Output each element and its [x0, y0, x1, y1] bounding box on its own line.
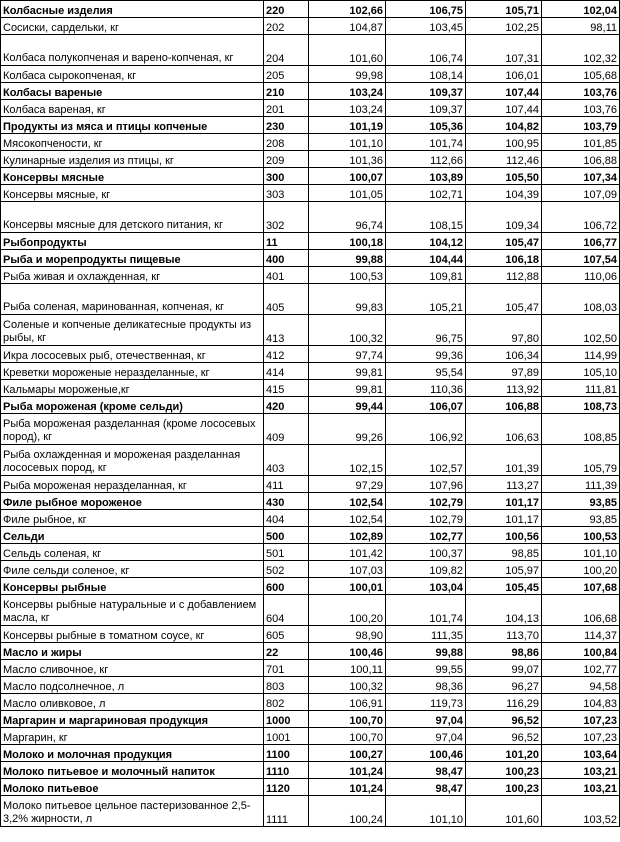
- product-name-cell: Колбаса полукопченая и варено-копченая, кг: [1, 35, 264, 66]
- index-value-cell: 106,63: [466, 414, 542, 445]
- product-code-cell: 1001: [264, 728, 309, 745]
- index-value-cell: 100,20: [309, 595, 386, 626]
- product-name-cell: Филе сельди соленое, кг: [1, 561, 264, 578]
- product-code-cell: 209: [264, 151, 309, 168]
- index-value-cell: 105,36: [386, 117, 466, 134]
- index-value-cell: 112,66: [386, 151, 466, 168]
- index-value-cell: 96,27: [466, 677, 542, 694]
- index-value-cell: 100,84: [542, 643, 620, 660]
- index-value-cell: 104,87: [309, 18, 386, 35]
- table-row: [1, 267, 620, 284]
- index-value-cell: 101,17: [466, 510, 542, 527]
- index-value-cell: 94,58: [542, 677, 620, 694]
- index-value-cell: 101,60: [309, 35, 386, 66]
- product-name-cell: Молоко питьевое и молочный напиток: [1, 762, 264, 779]
- product-code-cell: 404: [264, 510, 309, 527]
- table-row: [1, 728, 620, 745]
- index-value-cell: 104,82: [466, 117, 542, 134]
- index-value-cell: 110,06: [542, 267, 620, 284]
- index-value-cell: 107,34: [542, 168, 620, 185]
- table-row: [1, 100, 620, 117]
- index-value-cell: 101,24: [309, 779, 386, 796]
- index-value-cell: 103,52: [542, 796, 620, 827]
- index-value-cell: 103,76: [542, 100, 620, 117]
- index-value-cell: 108,03: [542, 284, 620, 315]
- index-value-cell: 100,07: [309, 168, 386, 185]
- index-value-cell: 102,77: [542, 660, 620, 677]
- index-value-cell: 107,54: [542, 250, 620, 267]
- table-row: [1, 527, 620, 544]
- index-value-cell: 102,57: [386, 445, 466, 476]
- index-value-cell: 99,81: [309, 363, 386, 380]
- product-code-cell: 802: [264, 694, 309, 711]
- index-value-cell: 111,35: [386, 626, 466, 643]
- index-value-cell: 101,20: [466, 745, 542, 762]
- index-value-cell: 99,88: [309, 250, 386, 267]
- product-name-cell: Колбаса вареная, кг: [1, 100, 264, 117]
- index-value-cell: 106,77: [542, 233, 620, 250]
- index-value-cell: 101,05: [309, 185, 386, 202]
- index-value-cell: 106,68: [542, 595, 620, 626]
- index-value-cell: 106,88: [466, 397, 542, 414]
- index-value-cell: 97,89: [466, 363, 542, 380]
- table-row: [1, 117, 620, 134]
- table-row: [1, 397, 620, 414]
- index-value-cell: 101,74: [386, 134, 466, 151]
- index-value-cell: 93,85: [542, 510, 620, 527]
- index-value-cell: 111,81: [542, 380, 620, 397]
- index-value-cell: 109,34: [466, 202, 542, 233]
- product-code-cell: 210: [264, 83, 309, 100]
- index-value-cell: 100,46: [309, 643, 386, 660]
- table-row: [1, 677, 620, 694]
- index-value-cell: 97,80: [466, 315, 542, 346]
- table-row: [1, 595, 620, 626]
- table-row: [1, 168, 620, 185]
- product-code-cell: 600: [264, 578, 309, 595]
- index-value-cell: 112,88: [466, 267, 542, 284]
- product-code-cell: 300: [264, 168, 309, 185]
- index-value-cell: 107,23: [542, 711, 620, 728]
- index-value-cell: 102,89: [309, 527, 386, 544]
- product-code-cell: 202: [264, 18, 309, 35]
- product-name-cell: Масло оливковое, л: [1, 694, 264, 711]
- table-row: [1, 660, 620, 677]
- index-value-cell: 105,21: [386, 284, 466, 315]
- product-code-cell: 401: [264, 267, 309, 284]
- table-row: [1, 284, 620, 315]
- table-row: [1, 745, 620, 762]
- index-value-cell: 114,37: [542, 626, 620, 643]
- product-name-cell: Икра лососевых рыб, отечественная, кг: [1, 346, 264, 363]
- table-row: [1, 445, 620, 476]
- product-code-cell: 420: [264, 397, 309, 414]
- product-name-cell: Консервы мясные для детского питания, кг: [1, 202, 264, 233]
- index-value-cell: 107,23: [542, 728, 620, 745]
- index-value-cell: 103,64: [542, 745, 620, 762]
- product-code-cell: 220: [264, 1, 309, 18]
- index-value-cell: 103,21: [542, 779, 620, 796]
- table-row: [1, 762, 620, 779]
- product-name-cell: Соленые и копченые деликатесные продукты из рыбы, кг: [1, 315, 264, 346]
- index-value-cell: 104,13: [466, 595, 542, 626]
- index-value-cell: 104,83: [542, 694, 620, 711]
- index-value-cell: 108,85: [542, 414, 620, 445]
- index-value-cell: 105,97: [466, 561, 542, 578]
- index-value-cell: 100,70: [309, 711, 386, 728]
- index-value-cell: 102,50: [542, 315, 620, 346]
- product-code-cell: 230: [264, 117, 309, 134]
- table-row: [1, 578, 620, 595]
- table-row: [1, 643, 620, 660]
- table-row: [1, 493, 620, 510]
- product-name-cell: Сосиски, сардельки, кг: [1, 18, 264, 35]
- index-value-cell: 105,50: [466, 168, 542, 185]
- product-code-cell: 430: [264, 493, 309, 510]
- index-value-cell: 99,81: [309, 380, 386, 397]
- index-value-cell: 97,04: [386, 728, 466, 745]
- index-value-cell: 100,56: [466, 527, 542, 544]
- product-code-cell: 208: [264, 134, 309, 151]
- product-code-cell: 205: [264, 66, 309, 83]
- index-value-cell: 99,07: [466, 660, 542, 677]
- index-value-cell: 107,31: [466, 35, 542, 66]
- product-name-cell: Масло и жиры: [1, 643, 264, 660]
- index-value-cell: 99,98: [309, 66, 386, 83]
- index-value-cell: 102,25: [466, 18, 542, 35]
- index-value-cell: 103,45: [386, 18, 466, 35]
- index-value-cell: 103,79: [542, 117, 620, 134]
- index-value-cell: 105,47: [466, 284, 542, 315]
- product-code-cell: 302: [264, 202, 309, 233]
- table-row: [1, 202, 620, 233]
- index-value-cell: 102,77: [386, 527, 466, 544]
- index-value-cell: 102,32: [542, 35, 620, 66]
- index-value-cell: 109,81: [386, 267, 466, 284]
- index-value-cell: 101,60: [466, 796, 542, 827]
- product-name-cell: Рыба соленая, маринованная, копченая, кг: [1, 284, 264, 315]
- table-row: [1, 544, 620, 561]
- index-value-cell: 104,44: [386, 250, 466, 267]
- index-value-cell: 98,47: [386, 762, 466, 779]
- index-value-cell: 108,15: [386, 202, 466, 233]
- index-value-cell: 105,10: [542, 363, 620, 380]
- product-code-cell: 411: [264, 476, 309, 493]
- index-value-cell: 101,74: [386, 595, 466, 626]
- table-row: [1, 1, 620, 18]
- index-value-cell: 109,37: [386, 83, 466, 100]
- product-name-cell: Продукты из мяса и птицы копченые: [1, 117, 264, 134]
- table-row: [1, 414, 620, 445]
- product-code-cell: 1120: [264, 779, 309, 796]
- index-value-cell: 99,88: [386, 643, 466, 660]
- product-name-cell: Маргарин, кг: [1, 728, 264, 745]
- index-value-cell: 100,27: [309, 745, 386, 762]
- index-value-cell: 102,54: [309, 510, 386, 527]
- product-code-cell: 409: [264, 414, 309, 445]
- index-value-cell: 106,72: [542, 202, 620, 233]
- index-value-cell: 101,42: [309, 544, 386, 561]
- index-value-cell: 101,39: [466, 445, 542, 476]
- product-code-cell: 501: [264, 544, 309, 561]
- product-name-cell: Рыба и морепродукты пищевые: [1, 250, 264, 267]
- product-code-cell: 414: [264, 363, 309, 380]
- product-code-cell: 405: [264, 284, 309, 315]
- product-name-cell: Рыба живая и охлажденная, кг: [1, 267, 264, 284]
- index-value-cell: 101,17: [466, 493, 542, 510]
- table-row: [1, 561, 620, 578]
- table-row: [1, 346, 620, 363]
- index-value-cell: 103,24: [309, 100, 386, 117]
- index-value-cell: 100,46: [386, 745, 466, 762]
- index-value-cell: 100,23: [466, 762, 542, 779]
- index-value-cell: 102,15: [309, 445, 386, 476]
- index-value-cell: 105,45: [466, 578, 542, 595]
- product-code-cell: 403: [264, 445, 309, 476]
- product-name-cell: Консервы мясные, кг: [1, 185, 264, 202]
- index-value-cell: 102,79: [386, 510, 466, 527]
- index-value-cell: 101,19: [309, 117, 386, 134]
- index-value-cell: 100,70: [309, 728, 386, 745]
- product-name-cell: Рыба мороженая неразделанная, кг: [1, 476, 264, 493]
- index-value-cell: 114,99: [542, 346, 620, 363]
- product-name-cell: Рыба охлажденная и мороженая разделанная лососевых пород, кг: [1, 445, 264, 476]
- index-value-cell: 106,75: [386, 1, 466, 18]
- index-value-cell: 99,44: [309, 397, 386, 414]
- product-code-cell: 22: [264, 643, 309, 660]
- table-row: [1, 151, 620, 168]
- index-value-cell: 99,36: [386, 346, 466, 363]
- product-name-cell: Кальмары мороженые,кг: [1, 380, 264, 397]
- index-value-cell: 106,92: [386, 414, 466, 445]
- table-row: [1, 626, 620, 643]
- index-value-cell: 112,46: [466, 151, 542, 168]
- product-code-cell: 204: [264, 35, 309, 66]
- index-value-cell: 102,04: [542, 1, 620, 18]
- table-row: [1, 185, 620, 202]
- product-name-cell: Консервы мясные: [1, 168, 264, 185]
- product-code-cell: 1111: [264, 796, 309, 827]
- product-name-cell: Кулинарные изделия из птицы, кг: [1, 151, 264, 168]
- product-code-cell: 303: [264, 185, 309, 202]
- index-value-cell: 97,04: [386, 711, 466, 728]
- product-name-cell: Консервы рыбные натуральные и с добавлением масла, кг: [1, 595, 264, 626]
- index-value-cell: 113,92: [466, 380, 542, 397]
- index-value-cell: 105,47: [466, 233, 542, 250]
- index-value-cell: 103,76: [542, 83, 620, 100]
- index-value-cell: 99,55: [386, 660, 466, 677]
- product-name-cell: Рыба мороженая разделанная (кроме лососевых пород), кг: [1, 414, 264, 445]
- product-name-cell: Консервы рыбные в томатном соусе, кг: [1, 626, 264, 643]
- product-code-cell: 415: [264, 380, 309, 397]
- index-value-cell: 98,86: [466, 643, 542, 660]
- index-value-cell: 100,18: [309, 233, 386, 250]
- index-value-cell: 95,54: [386, 363, 466, 380]
- index-value-cell: 107,96: [386, 476, 466, 493]
- product-name-cell: Молоко и молочная продукция: [1, 745, 264, 762]
- table-row: [1, 779, 620, 796]
- index-value-cell: 96,52: [466, 711, 542, 728]
- index-value-cell: 109,82: [386, 561, 466, 578]
- table-row: [1, 18, 620, 35]
- index-value-cell: 103,24: [309, 83, 386, 100]
- product-code-cell: 201: [264, 100, 309, 117]
- index-value-cell: 101,10: [309, 134, 386, 151]
- index-value-cell: 96,74: [309, 202, 386, 233]
- index-value-cell: 102,71: [386, 185, 466, 202]
- index-value-cell: 107,44: [466, 83, 542, 100]
- index-value-cell: 100,53: [309, 267, 386, 284]
- table-body: [1, 1, 620, 827]
- product-code-cell: 604: [264, 595, 309, 626]
- product-name-cell: Масло сливочное, кг: [1, 660, 264, 677]
- table-row: [1, 250, 620, 267]
- index-value-cell: 100,23: [466, 779, 542, 796]
- product-name-cell: Филе рыбное мороженое: [1, 493, 264, 510]
- product-name-cell: Масло подсолнечное, л: [1, 677, 264, 694]
- index-value-cell: 104,12: [386, 233, 466, 250]
- index-value-cell: 102,66: [309, 1, 386, 18]
- index-value-cell: 105,71: [466, 1, 542, 18]
- index-value-cell: 106,07: [386, 397, 466, 414]
- product-name-cell: Колбасы вареные: [1, 83, 264, 100]
- index-value-cell: 100,01: [309, 578, 386, 595]
- table-row: [1, 134, 620, 151]
- product-name-cell: Филе рыбное, кг: [1, 510, 264, 527]
- product-code-cell: 1100: [264, 745, 309, 762]
- product-name-cell: Мясокопчености, кг: [1, 134, 264, 151]
- index-value-cell: 102,79: [386, 493, 466, 510]
- index-value-cell: 107,68: [542, 578, 620, 595]
- table-row: [1, 510, 620, 527]
- product-code-cell: 412: [264, 346, 309, 363]
- index-value-cell: 101,10: [542, 544, 620, 561]
- product-name-cell: Креветки мороженые неразделанные, кг: [1, 363, 264, 380]
- index-value-cell: 98,36: [386, 677, 466, 694]
- index-value-cell: 98,90: [309, 626, 386, 643]
- table-row: [1, 363, 620, 380]
- index-value-cell: 106,74: [386, 35, 466, 66]
- index-value-cell: 108,14: [386, 66, 466, 83]
- index-value-cell: 100,95: [466, 134, 542, 151]
- index-value-cell: 107,03: [309, 561, 386, 578]
- product-name-cell: Маргарин и маргариновая продукция: [1, 711, 264, 728]
- product-name-cell: Сельди: [1, 527, 264, 544]
- index-value-cell: 107,09: [542, 185, 620, 202]
- product-name-cell: Колбаса сырокопченая, кг: [1, 66, 264, 83]
- product-name-cell: Колбасные изделия: [1, 1, 264, 18]
- index-value-cell: 97,74: [309, 346, 386, 363]
- index-value-cell: 110,36: [386, 380, 466, 397]
- index-value-cell: 97,29: [309, 476, 386, 493]
- index-value-cell: 104,39: [466, 185, 542, 202]
- index-value-cell: 106,91: [309, 694, 386, 711]
- index-value-cell: 100,24: [309, 796, 386, 827]
- index-value-cell: 102,54: [309, 493, 386, 510]
- product-code-cell: 1110: [264, 762, 309, 779]
- index-value-cell: 100,53: [542, 527, 620, 544]
- product-code-cell: 502: [264, 561, 309, 578]
- product-code-cell: 701: [264, 660, 309, 677]
- table-row: [1, 694, 620, 711]
- index-value-cell: 109,37: [386, 100, 466, 117]
- index-value-cell: 101,24: [309, 762, 386, 779]
- product-code-cell: 1000: [264, 711, 309, 728]
- index-value-cell: 105,68: [542, 66, 620, 83]
- product-code-cell: 803: [264, 677, 309, 694]
- product-code-cell: 605: [264, 626, 309, 643]
- index-value-cell: 100,37: [386, 544, 466, 561]
- index-value-cell: 99,83: [309, 284, 386, 315]
- table-row: [1, 315, 620, 346]
- index-value-cell: 99,26: [309, 414, 386, 445]
- index-value-cell: 105,79: [542, 445, 620, 476]
- product-code-cell: 413: [264, 315, 309, 346]
- product-name-cell: Рыбопродукты: [1, 233, 264, 250]
- index-value-cell: 96,75: [386, 315, 466, 346]
- index-value-cell: 101,85: [542, 134, 620, 151]
- index-value-cell: 108,73: [542, 397, 620, 414]
- index-value-cell: 111,39: [542, 476, 620, 493]
- index-value-cell: 116,29: [466, 694, 542, 711]
- index-value-cell: 103,04: [386, 578, 466, 595]
- index-value-cell: 101,10: [386, 796, 466, 827]
- index-value-cell: 107,44: [466, 100, 542, 117]
- index-value-cell: 106,18: [466, 250, 542, 267]
- product-name-cell: Сельдь соленая, кг: [1, 544, 264, 561]
- product-code-cell: 11: [264, 233, 309, 250]
- index-value-cell: 96,52: [466, 728, 542, 745]
- index-value-cell: 106,34: [466, 346, 542, 363]
- index-value-cell: 103,21: [542, 762, 620, 779]
- table-row: [1, 476, 620, 493]
- table-row: [1, 711, 620, 728]
- index-value-cell: 119,73: [386, 694, 466, 711]
- table-row: [1, 796, 620, 827]
- index-value-cell: 103,89: [386, 168, 466, 185]
- index-value-cell: 100,11: [309, 660, 386, 677]
- table-row: [1, 233, 620, 250]
- index-value-cell: 100,32: [309, 677, 386, 694]
- table-row: [1, 66, 620, 83]
- index-value-cell: 106,01: [466, 66, 542, 83]
- table-row: [1, 83, 620, 100]
- index-value-cell: 100,20: [542, 561, 620, 578]
- product-code-cell: 500: [264, 527, 309, 544]
- table-row: [1, 35, 620, 66]
- index-value-cell: 113,70: [466, 626, 542, 643]
- product-name-cell: Молоко питьевое: [1, 779, 264, 796]
- index-value-cell: 106,88: [542, 151, 620, 168]
- index-value-cell: 93,85: [542, 493, 620, 510]
- table-row: [1, 380, 620, 397]
- product-code-cell: 400: [264, 250, 309, 267]
- index-value-cell: 98,47: [386, 779, 466, 796]
- index-value-cell: 113,27: [466, 476, 542, 493]
- product-name-cell: Рыба мороженая (кроме сельди): [1, 397, 264, 414]
- index-value-cell: 98,11: [542, 18, 620, 35]
- index-value-cell: 100,32: [309, 315, 386, 346]
- index-value-cell: 98,85: [466, 544, 542, 561]
- index-value-cell: 101,36: [309, 151, 386, 168]
- product-name-cell: Молоко питьевое цельное пастеризованное 2,5-3,2% жирности, л: [1, 796, 264, 827]
- product-name-cell: Консервы рыбные: [1, 578, 264, 595]
